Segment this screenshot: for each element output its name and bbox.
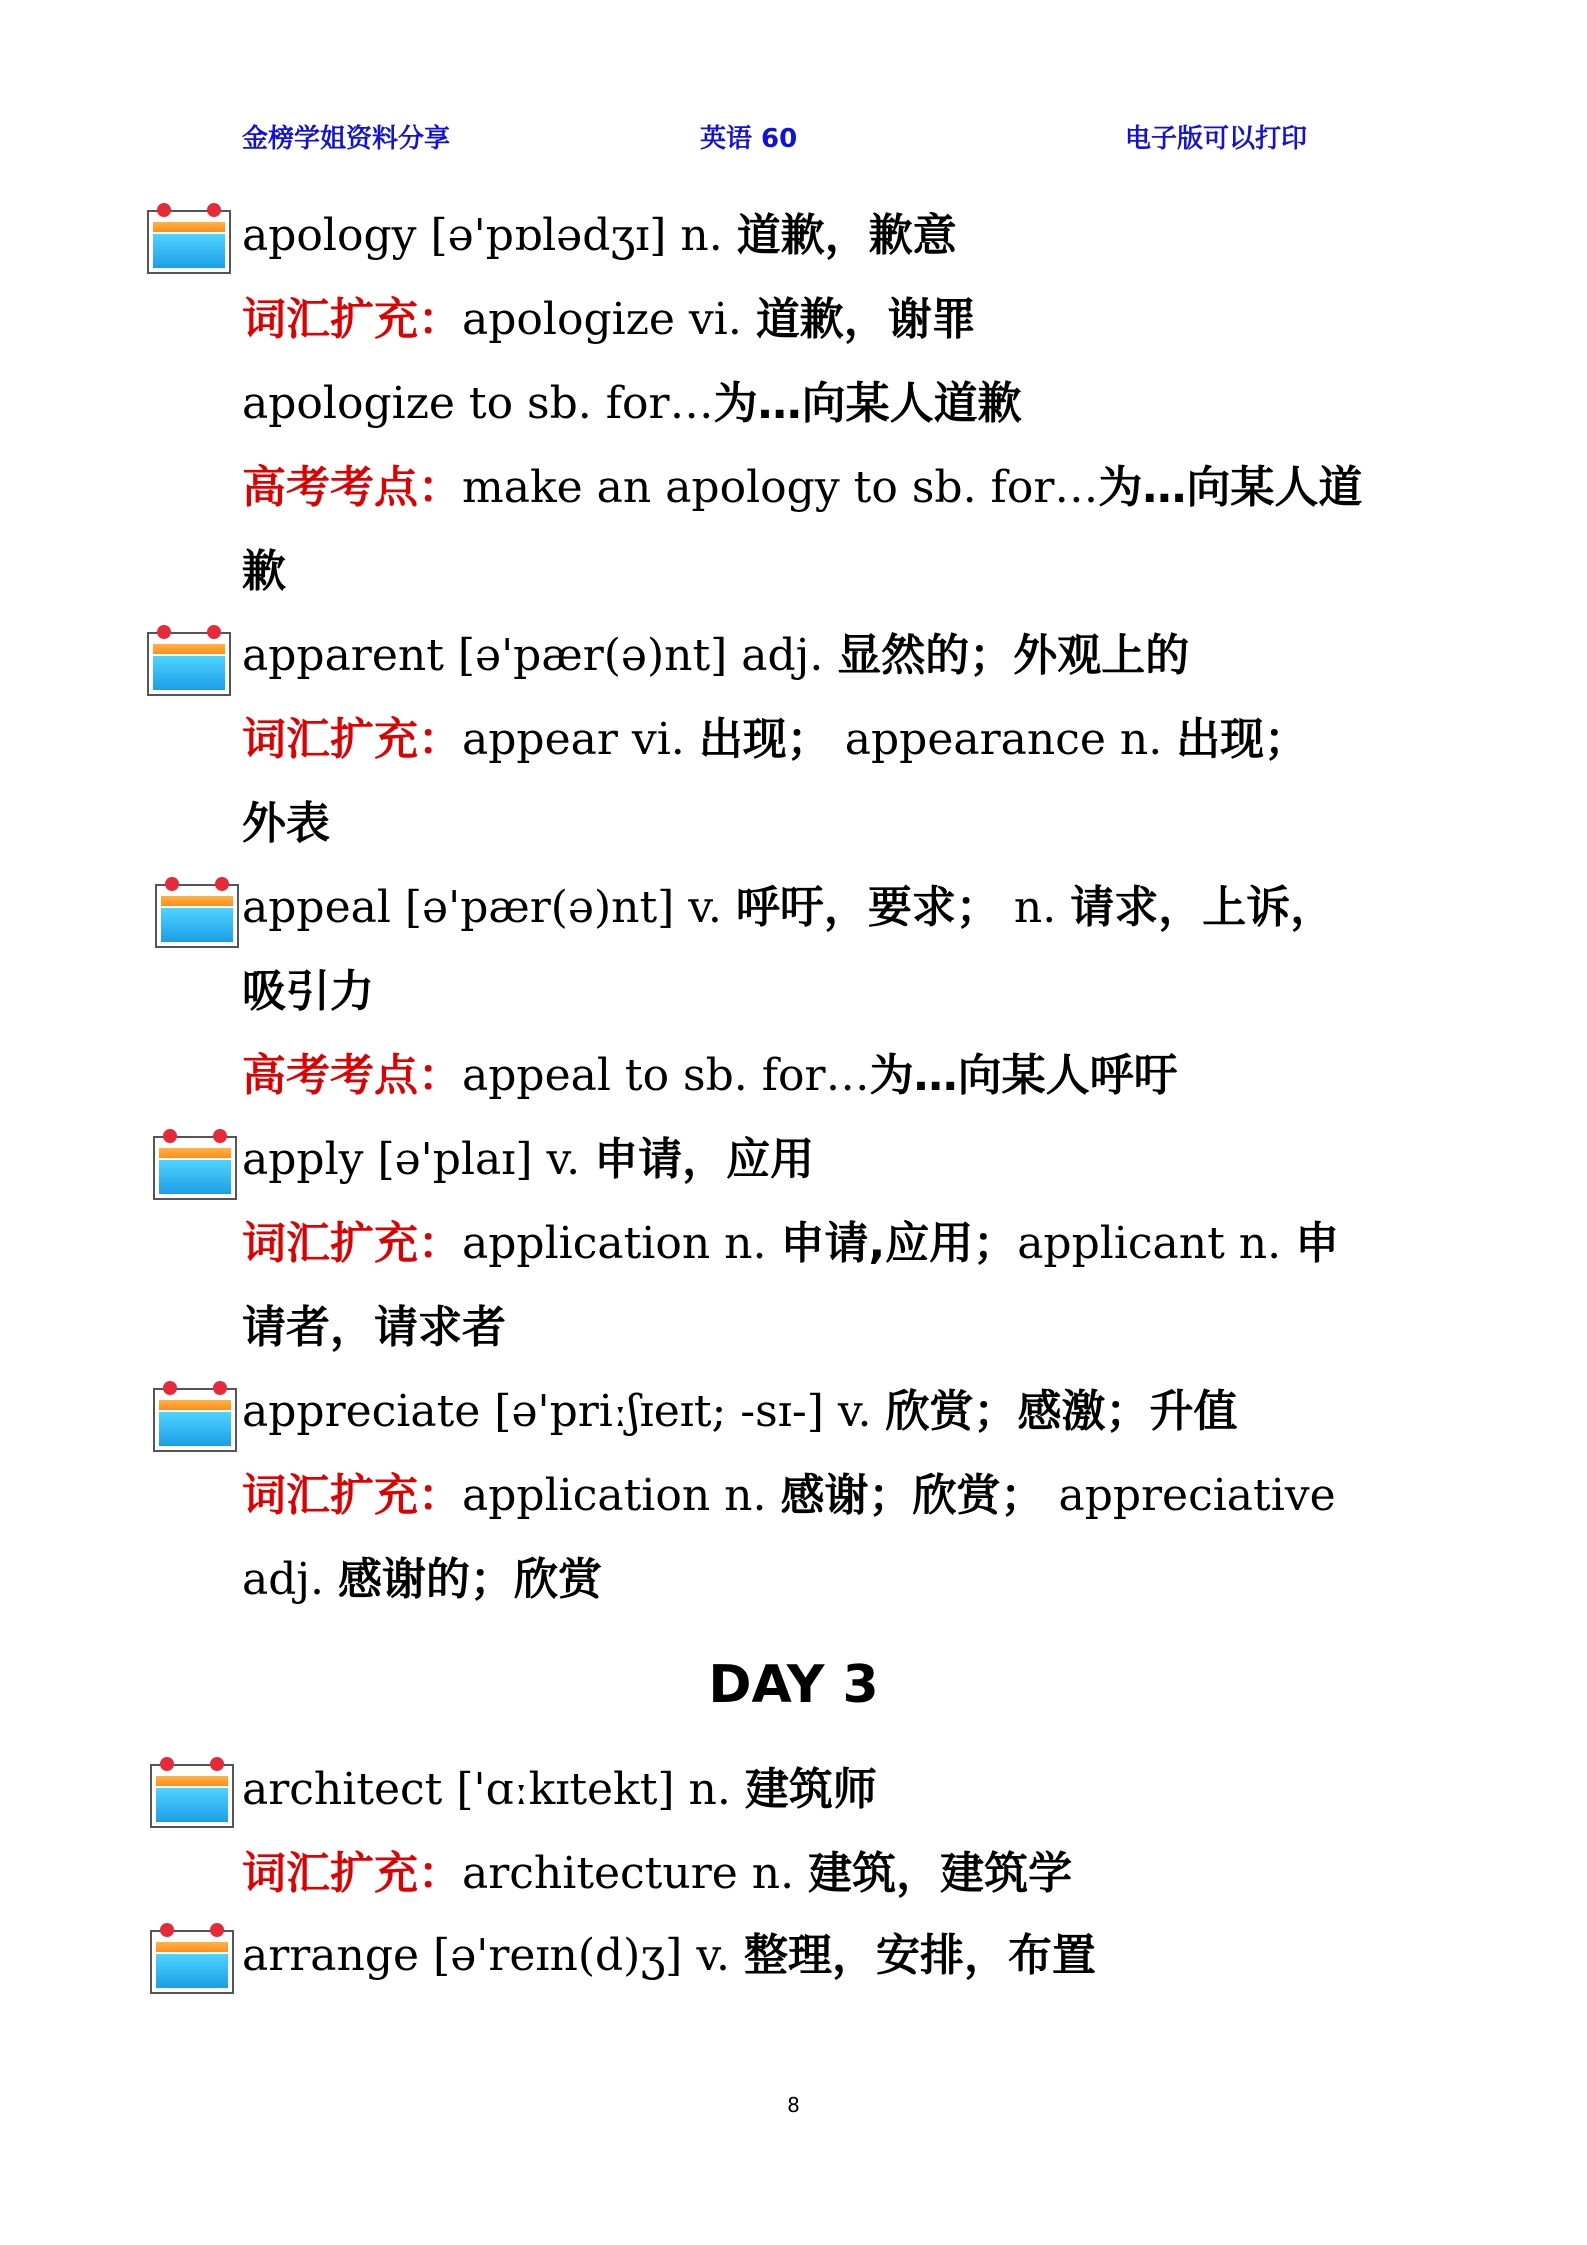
definition-text: 显然的；外观上的: [837, 630, 1190, 681]
definition-text: 为…向某人道歉: [713, 378, 1022, 429]
english-text: n.: [999, 882, 1071, 933]
entry-apology-headword: [242, 208, 1357, 264]
calendar-icon: [150, 1930, 234, 1994]
definition-text: 请者，请求者: [242, 1302, 506, 1353]
section-label: 词汇扩充：: [242, 1470, 462, 1521]
calendar-icon: [155, 884, 239, 948]
section-label: 词汇扩充：: [242, 1848, 462, 1899]
definition-text: 为…向某人道: [1098, 462, 1363, 513]
day-heading: DAY 3: [708, 1655, 879, 1715]
entry-appeal-headword: [242, 880, 1357, 936]
definition-text: 道歉，谢罪: [755, 294, 976, 345]
definition-text: 感谢；欣赏；: [780, 1470, 1045, 1521]
definition-text: 歉: [242, 546, 286, 597]
english-text: application n.: [462, 1218, 781, 1269]
definition-text: 外表: [242, 798, 330, 849]
entry-apply-expansion: [242, 1216, 1357, 1272]
calendar-icon: [147, 632, 231, 696]
definition-text: 整理，安排，布置: [743, 1930, 1096, 1981]
entry-architect-headword: [242, 1762, 1357, 1818]
entry-appeal-headword-cont: [242, 964, 1357, 1020]
english-text: appear vi.: [462, 714, 699, 765]
entry-appreciate-headword: [242, 1384, 1357, 1440]
english-text: apologize vi.: [462, 294, 756, 345]
entry-apology-exam-point-cont: [242, 544, 1357, 600]
entry-apply-expansion-cont: [242, 1300, 1357, 1356]
english-text: apparent [ə'pær(ə)nt] adj.: [242, 630, 838, 681]
entry-apparent-headword: [242, 628, 1357, 684]
english-text: arrange [ə'reɪn(d)ʒ] v.: [242, 1930, 744, 1981]
definition-text: 吸引力: [242, 966, 374, 1017]
definition-text: 为…向某人呼吁: [869, 1050, 1178, 1101]
english-text: apply [ə'plaɪ] v.: [242, 1134, 595, 1185]
entry-apply-headword: [242, 1132, 1357, 1188]
english-text: apologize to sb. for…: [242, 378, 714, 429]
calendar-icon: [153, 1136, 237, 1200]
calendar-icon: [150, 1764, 234, 1828]
definition-text: 申: [1295, 1218, 1340, 1269]
definition-text: 道歉，歉意: [736, 210, 957, 261]
page-number: 8: [787, 2093, 800, 2117]
definition-text: 建筑师: [744, 1764, 877, 1815]
english-text: architecture n.: [462, 1848, 809, 1899]
english-text: appeal to sb. for…: [462, 1050, 870, 1101]
english-text: make an apology to sb. for…: [462, 462, 1099, 513]
entry-apology-phrase: [242, 376, 1357, 432]
definition-text: 呼吁，要求；: [735, 882, 1000, 933]
calendar-icon: [147, 210, 231, 274]
english-text: adj.: [242, 1554, 339, 1605]
entry-architect-expansion: [242, 1846, 1357, 1902]
definition-text: 欣赏；感激；升值: [885, 1386, 1238, 1437]
definition-text: 感谢的；欣赏: [338, 1554, 603, 1605]
section-label: 高考考点：: [242, 1050, 462, 1101]
entry-apparent-expansion-cont: [242, 796, 1357, 852]
section-label: 词汇扩充：: [242, 1218, 462, 1269]
definition-text: 出现；: [1176, 714, 1309, 765]
calendar-icon: [153, 1388, 237, 1452]
definition-text: 出现；: [698, 714, 831, 765]
english-text: apology [ə'pɒlədʒɪ] n.: [242, 210, 737, 261]
entry-apology-expansion: [242, 292, 1357, 348]
english-text: appearance n.: [830, 714, 1177, 765]
section-label: 高考考点：: [242, 462, 462, 513]
entry-appeal-exam-point: [242, 1048, 1357, 1104]
definition-text: 请求，上诉，: [1070, 882, 1335, 933]
page-header: [0, 118, 1587, 158]
definition-text: 建筑，建筑学: [808, 1848, 1073, 1899]
header-center: 英语 60: [700, 124, 798, 154]
header-right: 电子版可以打印: [1125, 124, 1308, 154]
english-text: appreciate [ə'priːʃɪeɪt; -sɪ-] v.: [242, 1386, 886, 1437]
entry-arrange-headword: [242, 1928, 1357, 1984]
entry-apology-exam-point: [242, 460, 1363, 516]
entry-apparent-expansion: [242, 712, 1357, 768]
english-text: architect ['ɑːkɪtekt] n.: [242, 1764, 745, 1815]
english-text: applicant n.: [1017, 1218, 1296, 1269]
definition-text: 申请，应用: [594, 1134, 815, 1185]
english-text: appeal [ə'pær(ə)nt] v.: [242, 882, 736, 933]
section-label: 词汇扩充：: [242, 294, 462, 345]
entry-appreciate-expansion: [242, 1468, 1357, 1524]
english-text: appreciative: [1044, 1470, 1336, 1521]
definition-text: 申请,应用；: [780, 1218, 1018, 1269]
entry-appreciate-expansion-cont: [242, 1552, 1357, 1608]
section-label: 词汇扩充：: [242, 714, 462, 765]
english-text: application n.: [462, 1470, 781, 1521]
header-left: 金榜学姐资料分享: [242, 124, 451, 154]
